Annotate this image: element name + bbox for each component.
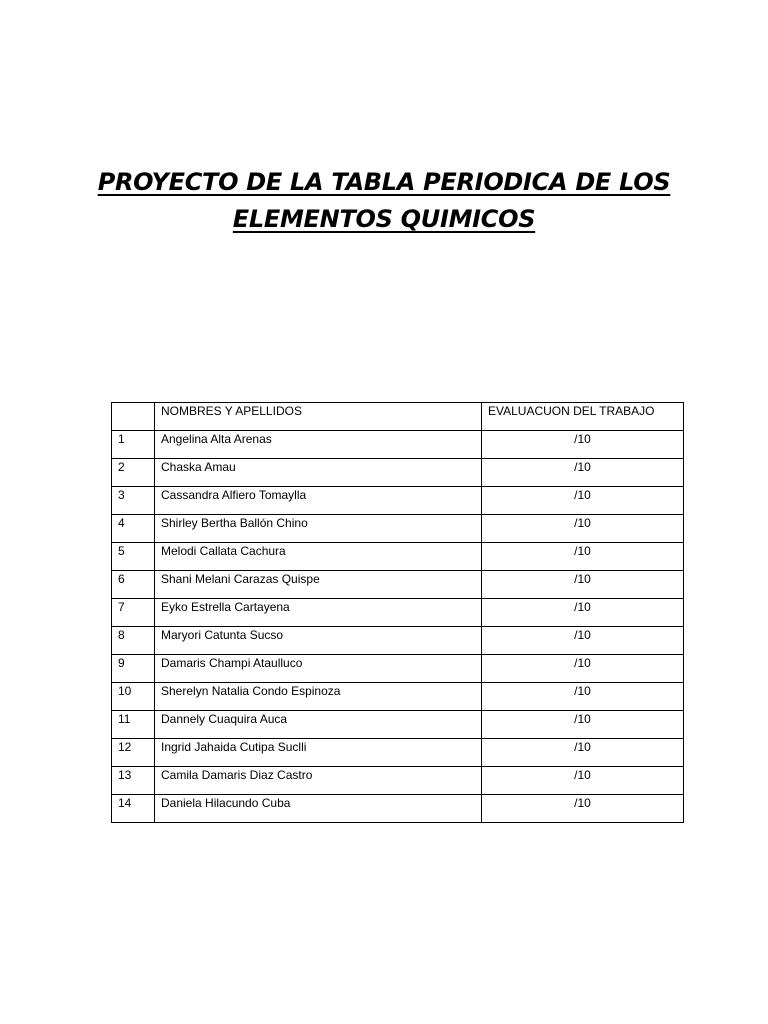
row-number: 2 [112, 459, 155, 487]
row-score: /10 [482, 795, 684, 823]
row-score: /10 [482, 599, 684, 627]
row-name: Shirley Bertha Ballón Chino [155, 515, 482, 543]
row-score: /10 [482, 571, 684, 599]
row-name: Sherelyn Natalia Condo Espinoza [155, 683, 482, 711]
row-number: 14 [112, 795, 155, 823]
header-evaluation: EVALUACUON DEL TRABAJO [482, 403, 684, 431]
row-score: /10 [482, 767, 684, 795]
row-number: 8 [112, 627, 155, 655]
row-number: 9 [112, 655, 155, 683]
table-row [112, 431, 684, 459]
student-evaluation-table [111, 402, 684, 823]
table-row [112, 711, 684, 739]
row-name: Angelina Alta Arenas [155, 431, 482, 459]
table-row [112, 571, 684, 599]
row-number: 1 [112, 431, 155, 459]
row-number: 10 [112, 683, 155, 711]
row-number: 5 [112, 543, 155, 571]
row-name: Shani Melani Carazas Quispe [155, 571, 482, 599]
table-row [112, 487, 684, 515]
title-line-2: ELEMENTOS QUIMICOS [232, 205, 536, 233]
table-row [112, 543, 684, 571]
document-title [0, 164, 768, 238]
row-name: Cassandra Alfiero Tomaylla [155, 487, 482, 515]
header-name: NOMBRES Y APELLIDOS [155, 403, 482, 431]
row-score: /10 [482, 711, 684, 739]
row-name: Ingrid Jahaida Cutipa Suclli [155, 739, 482, 767]
row-name: Camila Damaris Diaz Castro [155, 767, 482, 795]
row-score: /10 [482, 459, 684, 487]
table-row [112, 739, 684, 767]
row-score: /10 [482, 515, 684, 543]
table-row [112, 767, 684, 795]
header-number [112, 403, 155, 431]
row-number: 3 [112, 487, 155, 515]
row-score: /10 [482, 683, 684, 711]
row-name: Dannely Cuaquira Auca [155, 711, 482, 739]
row-name: Chaska Amau [155, 459, 482, 487]
table-row [112, 459, 684, 487]
row-score: /10 [482, 739, 684, 767]
table-row [112, 655, 684, 683]
row-number: 7 [112, 599, 155, 627]
row-score: /10 [482, 543, 684, 571]
row-score: /10 [482, 655, 684, 683]
table-row [112, 683, 684, 711]
row-name: Damaris Champi Ataulluco [155, 655, 482, 683]
row-score: /10 [482, 431, 684, 459]
table-body [112, 403, 684, 823]
row-number: 11 [112, 711, 155, 739]
table-row [112, 515, 684, 543]
row-name: Eyko Estrella Cartayena [155, 599, 482, 627]
row-score: /10 [482, 487, 684, 515]
table-header-row [112, 403, 684, 431]
row-name: Maryori Catunta Sucso [155, 627, 482, 655]
row-number: 6 [112, 571, 155, 599]
table-row [112, 795, 684, 823]
row-name: Melodi Callata Cachura [155, 543, 482, 571]
row-name: Daniela Hilacundo Cuba [155, 795, 482, 823]
table-row [112, 599, 684, 627]
row-number: 12 [112, 739, 155, 767]
table-row [112, 627, 684, 655]
row-number: 13 [112, 767, 155, 795]
row-score: /10 [482, 627, 684, 655]
title-line-1: PROYECTO DE LA TABLA PERIODICA DE LOS [97, 168, 671, 196]
row-number: 4 [112, 515, 155, 543]
